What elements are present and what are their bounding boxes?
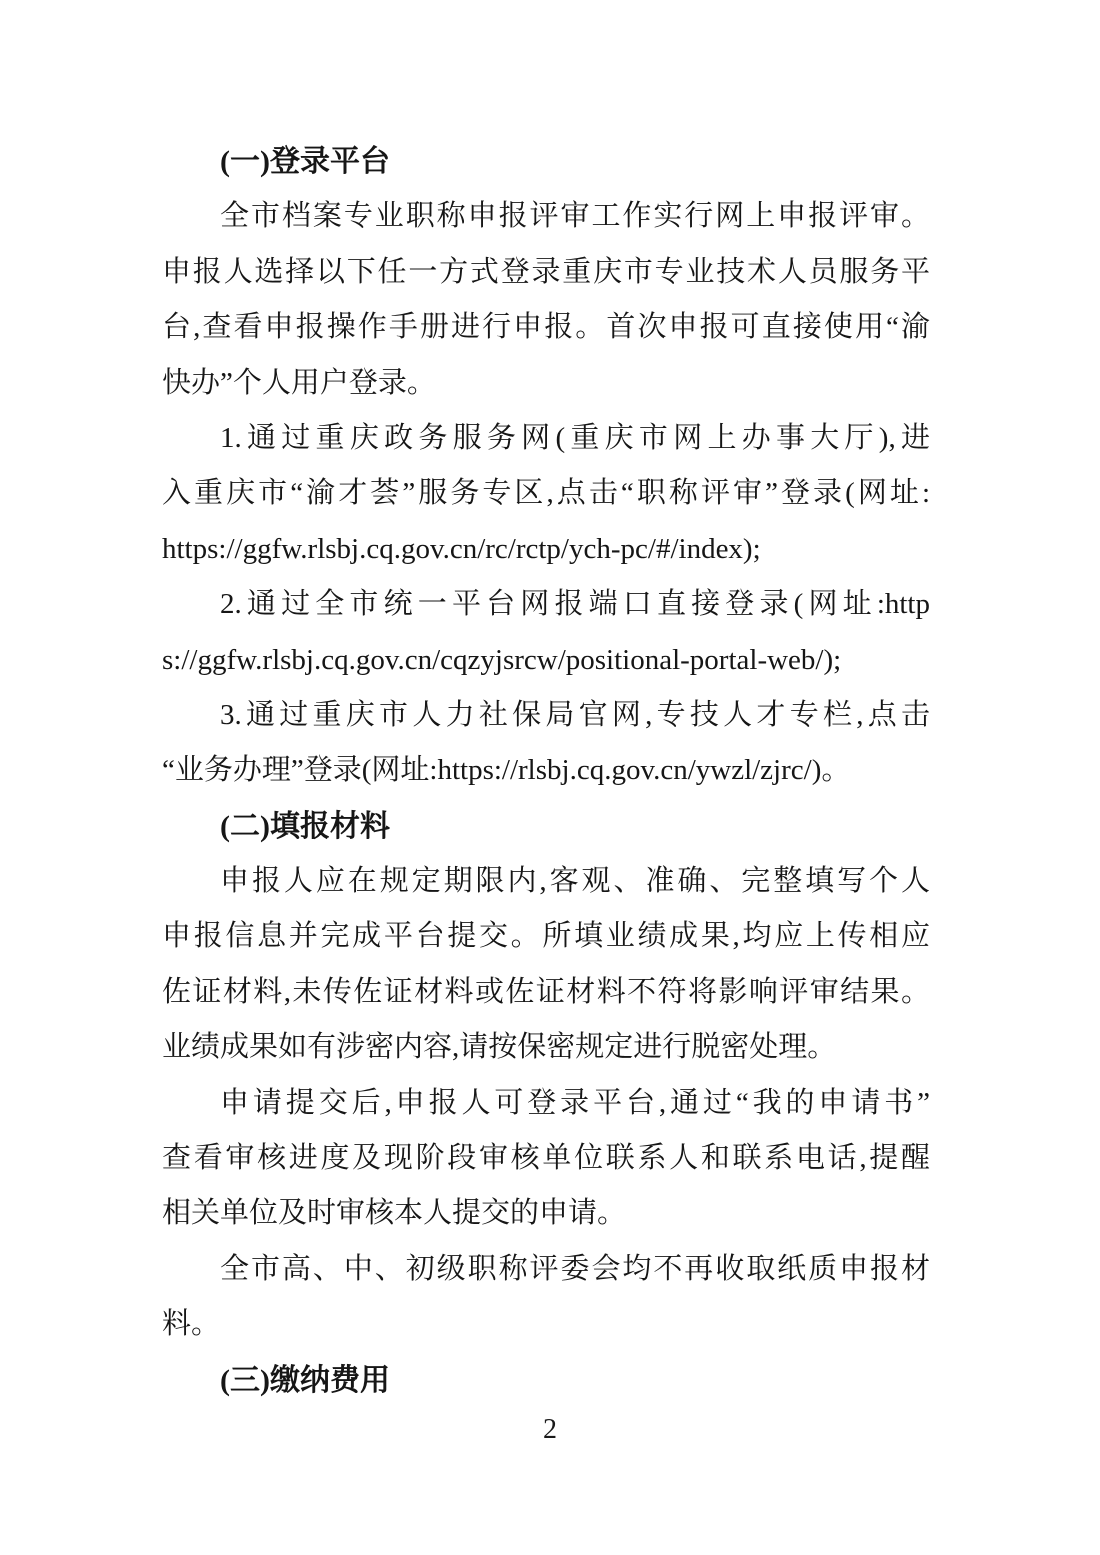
url-line: https://ggfw.rlsbj.cq.gov.cn/rc/rctp/ych-pc/#/index); <box>162 532 761 565</box>
document-body <box>162 134 930 1408</box>
paragraph-line: 全市高、中、初级职称评委会均不再收取纸质申报材 <box>220 1252 930 1285</box>
paragraph-line: 台,查看申报操作手册进行申报。首次申报可直接使用“渝 <box>162 311 930 344</box>
paragraph-line: 全市档案专业职称申报评审工作实行网上申报评审。 <box>220 200 930 233</box>
page-number: 2 <box>543 1414 557 1445</box>
list-item-3-line: 3.通过重庆市人力社保局官网,专技人才专栏,点击 <box>220 698 930 731</box>
list-item-1-line: 入重庆市“渝才荟”服务专区,点击“职称评审”登录(网址: <box>162 477 930 510</box>
paragraph-line: 业绩成果如有涉密内容,请按保密规定进行脱密处理。 <box>162 1031 837 1064</box>
list-item-2-line: 2.通过全市统一平台网报端口直接登录(网址:http <box>220 588 930 621</box>
list-item-1-line: 1.通过重庆政务服务网(重庆市网上办事大厅),进 <box>220 421 930 454</box>
url-line: s://ggfw.rlsbj.cq.gov.cn/cqzyjsrcw/positional-portal-web/); <box>162 643 842 676</box>
paragraph-line: 料。 <box>162 1308 221 1341</box>
paragraph-line: 查看审核进度及现阶段审核单位联系人和联系电话,提醒 <box>162 1142 930 1175</box>
url-line: “业务办理”登录(网址:https://rlsbj.cq.gov.cn/ywzl/zjrc/)。 <box>162 754 851 787</box>
section-1-heading: (一)登录平台 <box>220 145 390 178</box>
section-2-heading: (二)填报材料 <box>220 809 390 843</box>
paragraph-line: 佐证材料,未传佐证材料或佐证材料不符将影响评审结果。 <box>162 975 930 1008</box>
paragraph-line: 相关单位及时审核本人提交的申请。 <box>162 1197 627 1230</box>
paragraph-line: 快办”个人用户登录。 <box>162 366 436 399</box>
paragraph-line: 申请提交后,申报人可登录平台,通过“我的申请书” <box>220 1086 930 1119</box>
paragraph-line: 申报人应在规定期限内,客观、准确、完整填写个人 <box>220 865 930 898</box>
paragraph-line: 申报人选择以下任一方式登录重庆市专业技术人员服务平 <box>162 255 930 288</box>
section-3-heading: (三)缴纳费用 <box>220 1363 390 1397</box>
paragraph-line: 申报信息并完成平台提交。所填业绩成果,均应上传相应 <box>162 920 930 953</box>
